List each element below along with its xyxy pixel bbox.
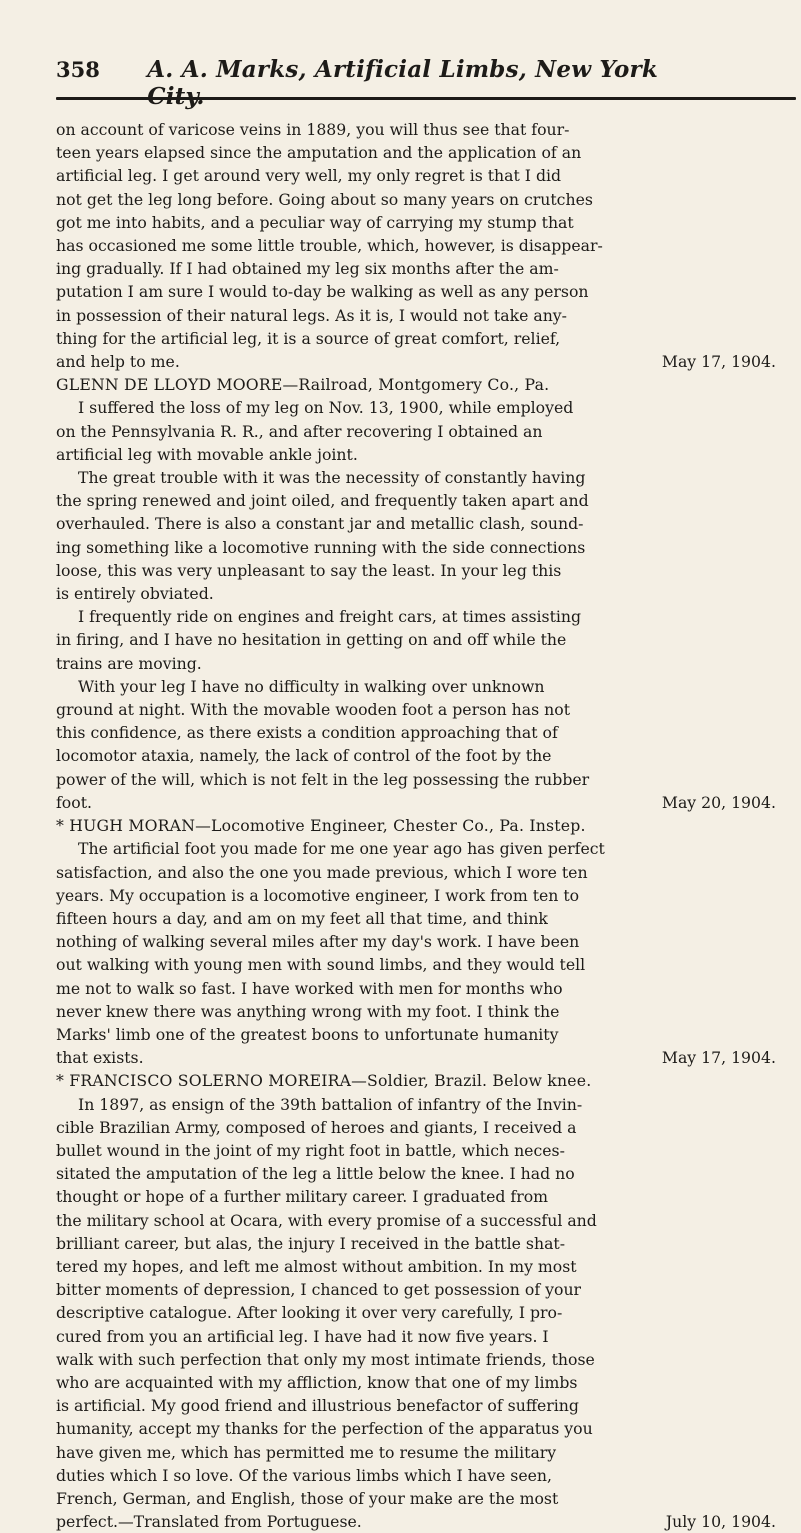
text-line: Marks' limb one of the greatest boons to unfortunate humanity	[56, 1024, 559, 1044]
closing-line	[56, 350, 776, 373]
text-line: fifteen hours a day, and am on my feet all that time, and think	[56, 908, 548, 928]
testimonial-hugh-moran	[56, 814, 776, 1069]
text-line: years. My occupation is a locomotive engineer, I work from ten to	[56, 885, 580, 905]
text-line: cured from you an artificial leg. I have had it now five years. I	[56, 1326, 549, 1346]
text-line: power of the will, which is not felt in the leg possessing the rubber	[56, 769, 590, 789]
testimonial-francisco-moreira	[56, 1069, 776, 1533]
text-line: bitter moments of depression, I chanced to get possession of your	[56, 1280, 582, 1300]
text-line: the military school at Ocara, with every promise of a successful and	[56, 1210, 597, 1230]
text-line: in possession of their natural legs. As it is, I would not take any-	[56, 305, 567, 325]
text-line: artificial leg. I get around very well, my only regret is that I did	[56, 166, 562, 186]
testimonial-continuation	[56, 118, 776, 373]
testimonial-heading: * HUGH MORAN—Locomotive Engineer, Chester Co., Pa. Instep.	[56, 816, 586, 836]
text-line: me not to walk so fast. I have worked with men for months who	[56, 978, 563, 998]
text-line: on account of varicose veins in 1889, you will thus see that four-	[56, 120, 570, 139]
text-line: teen years elapsed since the amputation and the application of an	[56, 143, 582, 163]
closing-line	[56, 791, 776, 814]
text-line: The great trouble with it was the necessity of constantly having	[78, 468, 586, 488]
text-line: I frequently ride on engines and freight cars, at times assisting	[78, 607, 582, 627]
testimonial-date: May 20, 1904.	[661, 792, 776, 812]
text-line: the spring renewed and joint oiled, and frequently taken apart and	[56, 491, 589, 511]
text-line: tered my hopes, and left me almost without ambition. In my most	[56, 1256, 577, 1276]
text-line: descriptive catalogue. After looking it over very carefully, I pro-	[56, 1303, 563, 1323]
text-line: artificial leg with movable ankle joint.	[56, 444, 358, 464]
closing-text: perfect.—Translated from Portuguese.	[56, 1512, 362, 1532]
text-line: nothing of walking several miles after my day's work. I have been	[56, 932, 580, 952]
closing-text: that exists.	[56, 1048, 144, 1068]
text-line: trains are moving.	[56, 653, 202, 673]
text-line: brilliant career, but alas, the injury I received in the battle shat-	[56, 1233, 566, 1253]
testimonial-date: July 10, 1904.	[665, 1512, 776, 1532]
text-line: has occasioned me some little trouble, which, however, is disappear-	[56, 236, 603, 256]
text-line: thing for the artificial leg, it is a source of great comfort, relief,	[56, 328, 561, 348]
text-line: is entirely obviated.	[56, 584, 214, 604]
closing-text: and help to me.	[56, 352, 180, 372]
testimonial-heading: GLENN DE LLOYD MOORE—Railroad, Montgomery Co., Pa.	[56, 375, 550, 395]
text-line: in firing, and I have no hesitation in getting on and off while the	[56, 630, 567, 650]
text-line: With your leg I have no difficulty in walking over unknown	[78, 676, 545, 696]
text-line: ing gradually. If I had obtained my leg six months after the am-	[56, 259, 559, 279]
header-rule	[56, 97, 796, 100]
text-line: on the Pennsylvania R. R., and after recovering I obtained an	[56, 421, 543, 441]
text-line: I suffered the loss of my leg on Nov. 13, 1900, while employed	[78, 398, 574, 418]
closing-text: foot.	[56, 792, 92, 812]
text-line: sitated the amputation of the leg a little below the knee. I had no	[56, 1164, 575, 1184]
testimonial-date: May 17, 1904.	[661, 352, 776, 372]
page-number: 358	[56, 57, 100, 82]
text-line: thought or hope of a further military career. I graduated from	[56, 1187, 549, 1207]
text-line: locomotor ataxia, namely, the lack of control of the foot by the	[56, 746, 552, 766]
text-line: who are acquainted with my affliction, know that one of my limbs	[56, 1372, 578, 1392]
text-line: duties which I so love. Of the various limbs which I have seen,	[56, 1465, 553, 1485]
text-line: have given me, which has permitted me to resume the military	[56, 1442, 557, 1462]
testimonial-heading: * FRANCISCO SOLERNO MOREIRA—Soldier, Brazil. Below knee.	[56, 1071, 592, 1091]
closing-line	[56, 1510, 776, 1533]
text-line: out walking with young men with sound limbs, and they would tell	[56, 955, 586, 975]
text-line: is artificial. My good friend and illustrious benefactor of suffering	[56, 1396, 579, 1416]
testimonial-glenn-moore	[56, 373, 776, 814]
closing-line	[56, 1046, 776, 1069]
text-line: loose, this was very unpleasant to say the least. In your leg this	[56, 560, 562, 580]
text-line: French, German, and English, those of your make are the most	[56, 1488, 559, 1508]
text-line: never knew there was anything wrong with my foot. I think the	[56, 1001, 560, 1021]
text-line: humanity, accept my thanks for the perfection of the apparatus you	[56, 1419, 593, 1439]
testimonial-date: May 17, 1904.	[661, 1048, 776, 1068]
text-line: ing something like a locomotive running with the side connections	[56, 537, 586, 557]
text-line: overhauled. There is also a constant jar and metallic clash, sound-	[56, 514, 584, 534]
text-line: satisfaction, and also the one you made previous, which I wore ten	[56, 862, 588, 882]
text-line: The artificial foot you made for me one year ago has given perfect	[78, 839, 605, 859]
text-line: cible Brazilian Army, composed of heroes and giants, I received a	[56, 1117, 577, 1137]
testimonials-body	[56, 118, 776, 1533]
text-line: In 1897, as ensign of the 39th battalion of infantry of the Invin-	[78, 1094, 583, 1114]
text-line: bullet wound in the joint of my right foot in battle, which neces-	[56, 1140, 565, 1160]
text-line: ground at night. With the movable wooden foot a person has not	[56, 700, 571, 720]
text-line: walk with such perfection that only my most intimate friends, those	[56, 1349, 595, 1369]
text-line: not get the leg long before. Going about so many years on crutches	[56, 189, 593, 209]
text-line: this confidence, as there exists a condition approaching that of	[56, 723, 558, 743]
text-line: got me into habits, and a peculiar way of carrying my stump that	[56, 212, 574, 232]
running-head: A. A. Marks, Artificial Limbs, New York	[147, 56, 659, 83]
text-line: putation I am sure I would to-day be walking as well as any person	[56, 282, 589, 302]
page-header	[56, 56, 716, 96]
